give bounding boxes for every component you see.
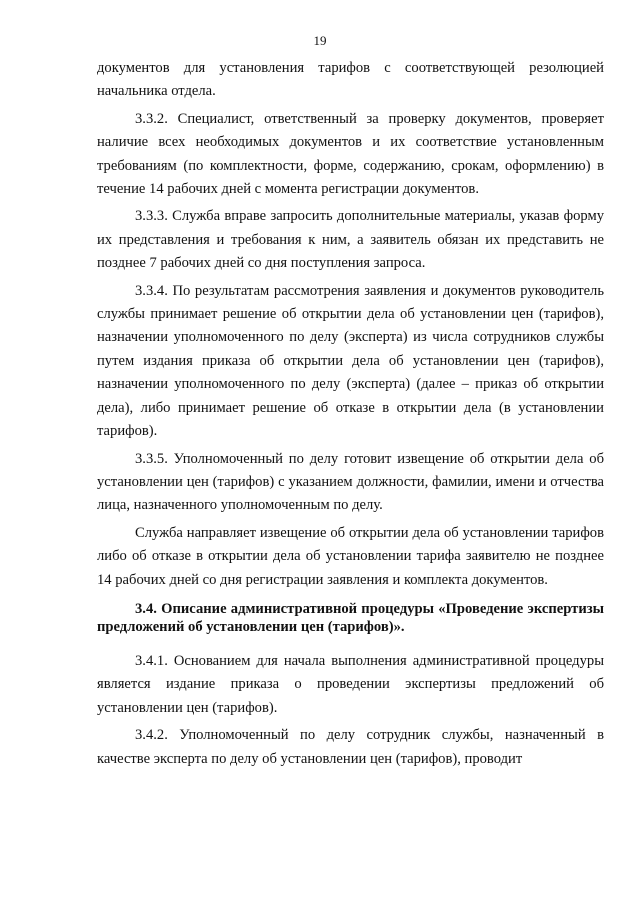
paragraph-3-3-3: 3.3.3. Служба вправе запросить дополнительные материалы, указав форму их представления и требования к ним, а заявитель обязан их представить не позднее 7 рабочих дней со дня поступления запроса.: [97, 208, 604, 272]
paragraph-3-3-5: 3.3.5. Уполномоченный по делу готовит извещение об открытии дела об установлении цен (тарифов) с указанием должности, фамилии, имени и отчества лица, назначенного уполномоченным по делу.: [97, 450, 604, 514]
paragraph-3-3-2: 3.3.2. Специалист, ответственный за проверку документов, проверяет наличие всех необходимых документов и их соответствие установленным требованиям (по комплектности, форме, содержанию, срокам, оформлению) в течение 14 рабочих дней с момента регистрации документов.: [97, 110, 604, 198]
paragraph-continuation: документов для установления тарифов с соответствующей резолюцией начальника отдела.: [97, 60, 604, 100]
paragraph-3-4-1: 3.4.1. Основанием для начала выполнения административной процедуры является издание приказа о проведении экспертизы предложений об установлении цен (тарифов).: [97, 652, 604, 716]
paragraph-3-3-4: 3.3.4. По результатам рассмотрения заявления и документов руководитель службы принимает решение об открытии дела об установлении цен (тарифов), назначении уполномоченного по делу (эксперта) из числа сотрудников службы путем издания приказа об открытии дела об установлении цен (тарифов), назначении уполномоченного по делу (эксперта) (далее – приказ об открытии дела), либо принимает решение об отказе в открытии дела (в установлении тарифов).: [97, 282, 604, 440]
page-number: 19: [313, 33, 327, 48]
document-body: [97, 57, 604, 775]
paragraph-service-notice: Служба направляет извещение об открытии дела об установлении тарифов либо об отказе в открытии дела об установлении тарифа заявителю не позднее 14 рабочих дней со дня регистрации заявления и комплекта документов.: [97, 524, 604, 588]
section-heading-3-4: 3.4. Описание административной процедуры «Проведение экспертизы предложений об установлении цен (тарифов)».: [97, 600, 604, 635]
paragraph-3-4-2: 3.4.2. Уполномоченный по делу сотрудник службы, назначенный в качестве эксперта по делу об установлении цен (тарифов), проводит: [97, 727, 604, 767]
